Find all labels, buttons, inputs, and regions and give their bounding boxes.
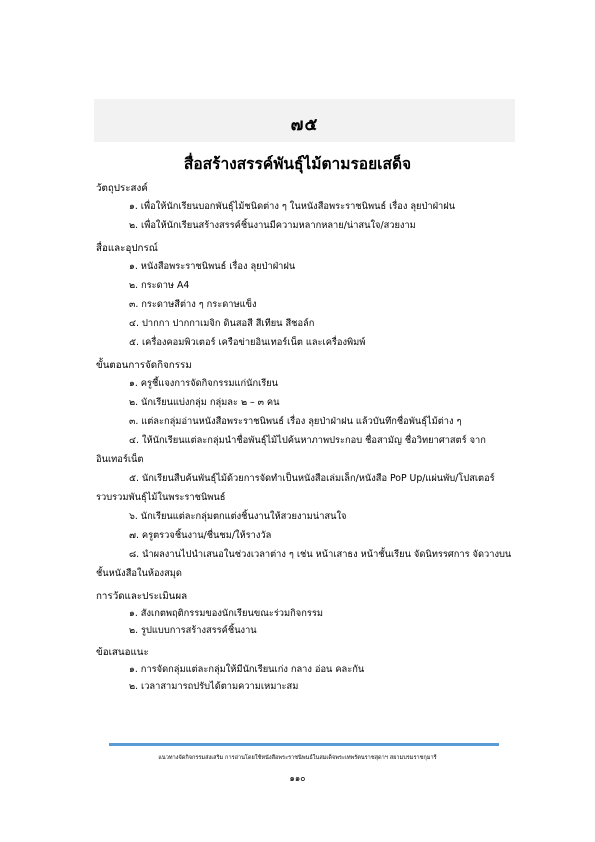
list-item: ๑. การจัดกลุ่มแต่ละกลุ่มให้มีนักเรียนเก่ง กลาง อ่อน คละกัน — [129, 664, 365, 675]
list-item: ๒. กระดาษ A4 — [129, 280, 190, 291]
section-heading: ขั้นตอนการจัดกิจกรรม — [96, 360, 192, 371]
page-number: ๗๕ — [290, 115, 319, 135]
list-item: ๔. ปากกา ปากกาเมจิก ดินสอสี สีเทียน สีชอล์ก — [129, 318, 315, 329]
document-body — [96, 180, 516, 700]
section-assessment — [96, 588, 516, 639]
list-item: ๖. นักเรียนแต่ละกลุ่มตกแต่งชิ้นงานให้สวยงามน่าสนใจ — [129, 511, 347, 522]
section-procedure — [96, 357, 516, 583]
section-objectives — [96, 180, 516, 235]
section-heading: การวัดและประเมินผล — [96, 591, 188, 602]
list-item: ๘. นำผลงานไปนำเสนอในช่วงเวลาต่าง ๆ เช่น หน้าเสาธง หน้าชั้นเรียน จัดนิทรรศการ จัดวางบนชั้นหนังสือในห้องสมุด — [96, 549, 512, 579]
section-heading: วัตถุประสงค์ — [96, 183, 148, 194]
list-item: ๓. แต่ละกลุ่มอ่านหนังสือพระราชนิพนธ์ เรื่อง ลุยป่าฝ่าฝน แล้วบันทึกชื่อพันธุ์ไม้ต่าง ๆ — [129, 416, 462, 427]
section-suggestions — [96, 644, 516, 695]
list-item: ๒. นักเรียนแบ่งกลุ่ม กลุ่มละ ๒ – ๓ คน — [129, 397, 280, 408]
list-item: ๕. นักเรียนสืบค้นพันธุ์ไม้ด้วยการจัดทำเป็นหนังสือเล่มเล็ก/หนังสือ PoP Up/แผ่นพับ/โปสเตอร์ รวบรวมพันธุ์ไม้ในพระราชนิพนธ์ — [96, 473, 495, 503]
list-item: ๒. รูปแบบการสร้างสรรค์ชิ้นงาน — [129, 625, 257, 636]
header-band — [94, 99, 515, 142]
section-heading: สื่อและอุปกรณ์ — [96, 243, 158, 254]
footer-page-number: ๑๑๐ — [289, 774, 306, 784]
list-item: ๑. ครูชี้แจงการจัดกิจกรรมแก่นักเรียน — [129, 378, 279, 389]
footer-caption: แนวทางจัดกิจกรรมส่งเสริม การอ่านโดยใช้หนังสือพระราชนิพนธ์ในสมเด็จพระเทพรัตนราชสุดาฯ สยามบรมราชกุมารี — [158, 755, 437, 761]
list-item: ๓. กระดาษสีต่าง ๆ กระดาษแข็ง — [129, 299, 257, 310]
list-item: ๑. สังเกตพฤติกรรมของนักเรียนขณะร่วมกิจกรรม — [129, 608, 323, 619]
list-item: ๒. เวลาสามารถปรับได้ตามความเหมาะสม — [129, 681, 299, 692]
page-title: สื่อสร้างสรรค์พันธุ์ไม้ตามรอยเสด็จ — [183, 155, 412, 173]
list-item: ๒. เพื่อให้นักเรียนสร้างสรรค์ชิ้นงานมีความหลากหลาย/น่าสนใจ/สวยงาม — [129, 220, 416, 231]
section-heading: ข้อเสนอแนะ — [96, 647, 149, 658]
section-materials — [96, 240, 516, 352]
footer-divider — [109, 743, 499, 746]
list-item: ๑. เพื่อให้นักเรียนบอกพันธุ์ไม้ชนิดต่าง ๆ ในหนังสือพระราชนิพนธ์ เรื่อง ลุยป่าฝ่าฝน — [129, 201, 456, 212]
list-item: ๔. ให้นักเรียนแต่ละกลุ่มนำชื่อพันธุ์ไม้ไปค้นหาภาพประกอบ ชื่อสามัญ ชื่อวิทยาศาสตร์ จากอินเทอร์เน็ต — [96, 435, 486, 465]
list-item: ๕. เครื่องคอมพิวเตอร์ เครือข่ายอินเทอร์เน็ต และเครื่องพิมพ์ — [129, 337, 366, 348]
list-item: ๑. หนังสือพระราชนิพนธ์ เรื่อง ลุยป่าฝ่าฝน — [129, 261, 296, 272]
list-item: ๗. ครูตรวจชิ้นงาน/ชื่นชม/ให้รางวัล — [129, 530, 272, 541]
